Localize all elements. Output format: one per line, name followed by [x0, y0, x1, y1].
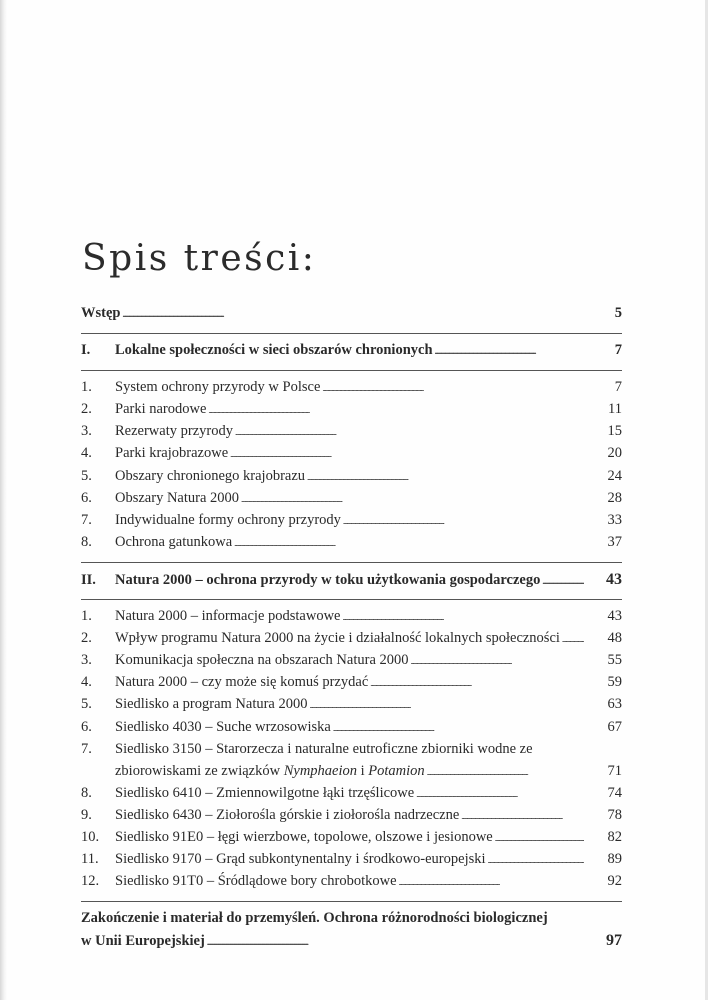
toc-page-number: 55	[607, 652, 622, 669]
toc-entry-text: Siedlisko 3150 – Starorzecza i naturalne eutroficzne zbiorniki wodne ze	[115, 740, 533, 757]
toc-entry[interactable]	[81, 785, 622, 807]
toc-ending-heading[interactable]	[81, 910, 622, 932]
toc-page-number: 5	[614, 305, 622, 321]
toc-entry[interactable]	[81, 468, 622, 490]
toc-entry-number: 1.	[81, 379, 92, 396]
toc-page-number: 92	[607, 873, 622, 890]
leader-dots	[343, 608, 585, 625]
page-title: Spis treści:	[82, 238, 317, 279]
toc-page-number: 89	[607, 851, 622, 868]
toc-entry[interactable]	[81, 652, 622, 674]
toc-page-number: 82	[607, 828, 622, 845]
leader-dots	[435, 342, 584, 359]
toc-entry-multiline[interactable]	[81, 741, 622, 763]
toc-part-heading[interactable]	[81, 571, 622, 593]
leader-dots	[343, 512, 584, 529]
part-number: I.	[81, 342, 91, 359]
section-divider	[81, 333, 622, 334]
toc-entry-number: 1.	[81, 608, 92, 625]
leader-dots	[411, 652, 584, 669]
toc-entry[interactable]	[81, 674, 622, 696]
toc-page-number: 67	[607, 718, 622, 735]
toc-entry[interactable]	[81, 608, 622, 630]
toc-entry-number: 2.	[81, 630, 92, 647]
leader-dots	[370, 674, 584, 691]
toc-entry[interactable]	[81, 423, 622, 445]
section-divider	[81, 370, 622, 371]
toc-entry-number: 5.	[81, 467, 92, 484]
toc-entry-text: Natura 2000 – informacje podstawowe	[115, 608, 341, 625]
leader-dots	[562, 630, 584, 647]
toc-entry-text: Siedlisko 9170 – Grąd subkontynentalny i środkowo-europejski	[115, 851, 486, 868]
toc-entry-text: w Unii Europejskiej	[81, 933, 205, 950]
toc-entry[interactable]	[81, 873, 622, 895]
leader-dots	[542, 572, 584, 589]
toc-entry-number: 3.	[81, 423, 92, 440]
toc-entry-text: Obszary Natura 2000	[115, 489, 240, 506]
toc-ending-continuation[interactable]	[81, 932, 622, 954]
leader-dots	[241, 490, 584, 507]
section-divider	[81, 599, 622, 600]
toc-page-number: 74	[607, 784, 622, 801]
toc-entry-text: Siedlisko 91T0 – Śródlądowe bory chrobotkowe	[115, 873, 397, 890]
toc-entry-number: 8.	[81, 533, 92, 550]
leader-dots	[461, 807, 584, 824]
toc-part2-list	[81, 608, 622, 741]
toc-entry-intro[interactable]	[81, 305, 622, 327]
toc-entry[interactable]	[81, 630, 622, 652]
toc-entry-text: Rezerwaty przyrody	[115, 423, 233, 440]
toc-entry-text: System ochrony przyrody w Polsce	[115, 379, 321, 396]
toc-entry[interactable]	[81, 490, 622, 512]
leader-dots	[427, 763, 584, 780]
toc-page-number: 43	[607, 608, 622, 625]
leader-dots	[122, 305, 584, 322]
toc-entry[interactable]	[81, 719, 622, 741]
toc-entry-text: Siedlisko 6410 – Zmiennowilgotne łąki trzęślicowe	[115, 784, 415, 801]
toc-entry[interactable]	[81, 696, 622, 718]
leader-dots	[333, 719, 584, 736]
leader-dots	[310, 696, 585, 713]
toc-entry-text: Wstęp	[81, 305, 121, 321]
toc-page-number: 15	[607, 423, 622, 440]
toc-page-number: 37	[607, 533, 622, 550]
leader-dots	[322, 379, 584, 396]
toc-entry-text: Wpływ programu Natura 2000 na życie i działalność lokalnych społeczności	[115, 630, 560, 647]
toc-entry-number: 12.	[81, 873, 100, 890]
toc-entry[interactable]	[81, 534, 622, 556]
toc-page-number: 33	[607, 511, 622, 528]
toc-entry-text: Siedlisko a program Natura 2000	[115, 696, 308, 713]
leader-dots	[235, 423, 584, 440]
toc-page-number: 7	[614, 342, 622, 359]
part-number: II.	[81, 571, 96, 588]
leader-dots	[495, 829, 584, 846]
toc-entry-number: 9.	[81, 806, 92, 823]
leader-dots	[230, 445, 584, 462]
leader-dots	[207, 933, 584, 950]
toc-entry[interactable]	[81, 851, 622, 873]
toc-entry[interactable]	[81, 401, 622, 423]
toc-entry-text: Komunikacja społeczna na obszarach Natura 2000	[115, 652, 409, 669]
toc-entry-number: 4.	[81, 445, 92, 462]
toc-page-number: 59	[607, 674, 622, 691]
toc-entry-number: 6.	[81, 718, 92, 735]
toc-entry-text: Siedlisko 91E0 – łęgi wierzbowe, topolowe, olszowe i jesionowe	[115, 828, 493, 845]
leader-dots	[399, 873, 584, 890]
toc-entry-number: 4.	[81, 674, 92, 691]
toc-page-number: 11	[608, 401, 622, 418]
toc-page-number: 24	[607, 467, 622, 484]
leader-dots	[208, 401, 584, 418]
leader-dots	[416, 785, 584, 802]
toc-entry-number: 7.	[81, 511, 92, 528]
toc-entry-number: 7.	[81, 740, 92, 757]
toc-page-number: 7	[614, 379, 622, 396]
toc-part1-list	[81, 379, 622, 556]
leader-dots	[488, 851, 584, 868]
section-divider	[81, 562, 622, 563]
toc-entry-text: zbiorowiskami ze związków Nymphaeion i Potamion	[115, 762, 425, 779]
toc-entry[interactable]	[81, 829, 622, 851]
toc-entry-text: Parki krajobrazowe	[115, 445, 229, 462]
leader-dots	[234, 534, 584, 551]
toc-entry[interactable]	[81, 379, 622, 401]
toc-entry-number: 6.	[81, 489, 92, 506]
table-of-contents	[81, 305, 622, 954]
toc-entry[interactable]	[81, 512, 622, 534]
toc-entry-text: Ochrona gatunkowa	[115, 533, 233, 550]
toc-page-number: 48	[607, 630, 622, 647]
toc-page-number: 28	[607, 489, 622, 506]
toc-entry-number: 3.	[81, 652, 92, 669]
toc-page-number: 43	[606, 570, 622, 588]
toc-entry-text: Indywidualne formy ochrony przyrody	[115, 511, 341, 528]
toc-entry-number: 8.	[81, 784, 92, 801]
toc-entry-number: 10.	[81, 828, 100, 845]
toc-entry-text: Siedlisko 4030 – Suche wrzosowiska	[115, 718, 331, 735]
toc-entry-continuation[interactable]	[81, 763, 622, 785]
toc-page-number: 78	[607, 806, 622, 823]
toc-entry-text: Siedlisko 6430 – Ziołorośla górskie i ziołorośla nadrzeczne	[115, 806, 460, 823]
toc-part2-list-b	[81, 785, 622, 895]
toc-entry-text: Natura 2000 – czy może się komuś przydać	[115, 674, 369, 691]
toc-page-number: 63	[607, 696, 622, 713]
toc-page-number: 20	[607, 445, 622, 462]
leader-dots	[307, 468, 584, 485]
toc-entry[interactable]	[81, 445, 622, 467]
toc-entry-text: Obszary chronionego krajobrazu	[115, 467, 306, 484]
toc-page-number: 97	[606, 932, 622, 950]
binding-shadow	[0, 0, 7, 1000]
toc-part-heading[interactable]	[81, 342, 622, 364]
toc-entry[interactable]	[81, 807, 622, 829]
toc-entry-number: 5.	[81, 696, 92, 713]
toc-entry-number: 11.	[81, 851, 99, 868]
toc-entry-text: Zakończenie i materiał do przemyśleń. Ochrona różnorodności biologicznej	[81, 910, 548, 927]
toc-entry-number: 2.	[81, 401, 92, 418]
part-title: Natura 2000 – ochrona przyrody w toku użytkowania gospodarczego	[115, 571, 541, 588]
section-divider	[81, 901, 622, 902]
part-title: Lokalne społeczności w sieci obszarów chronionych	[115, 342, 433, 359]
toc-page-number: 71	[607, 762, 622, 779]
toc-entry-text: Parki narodowe	[115, 401, 207, 418]
